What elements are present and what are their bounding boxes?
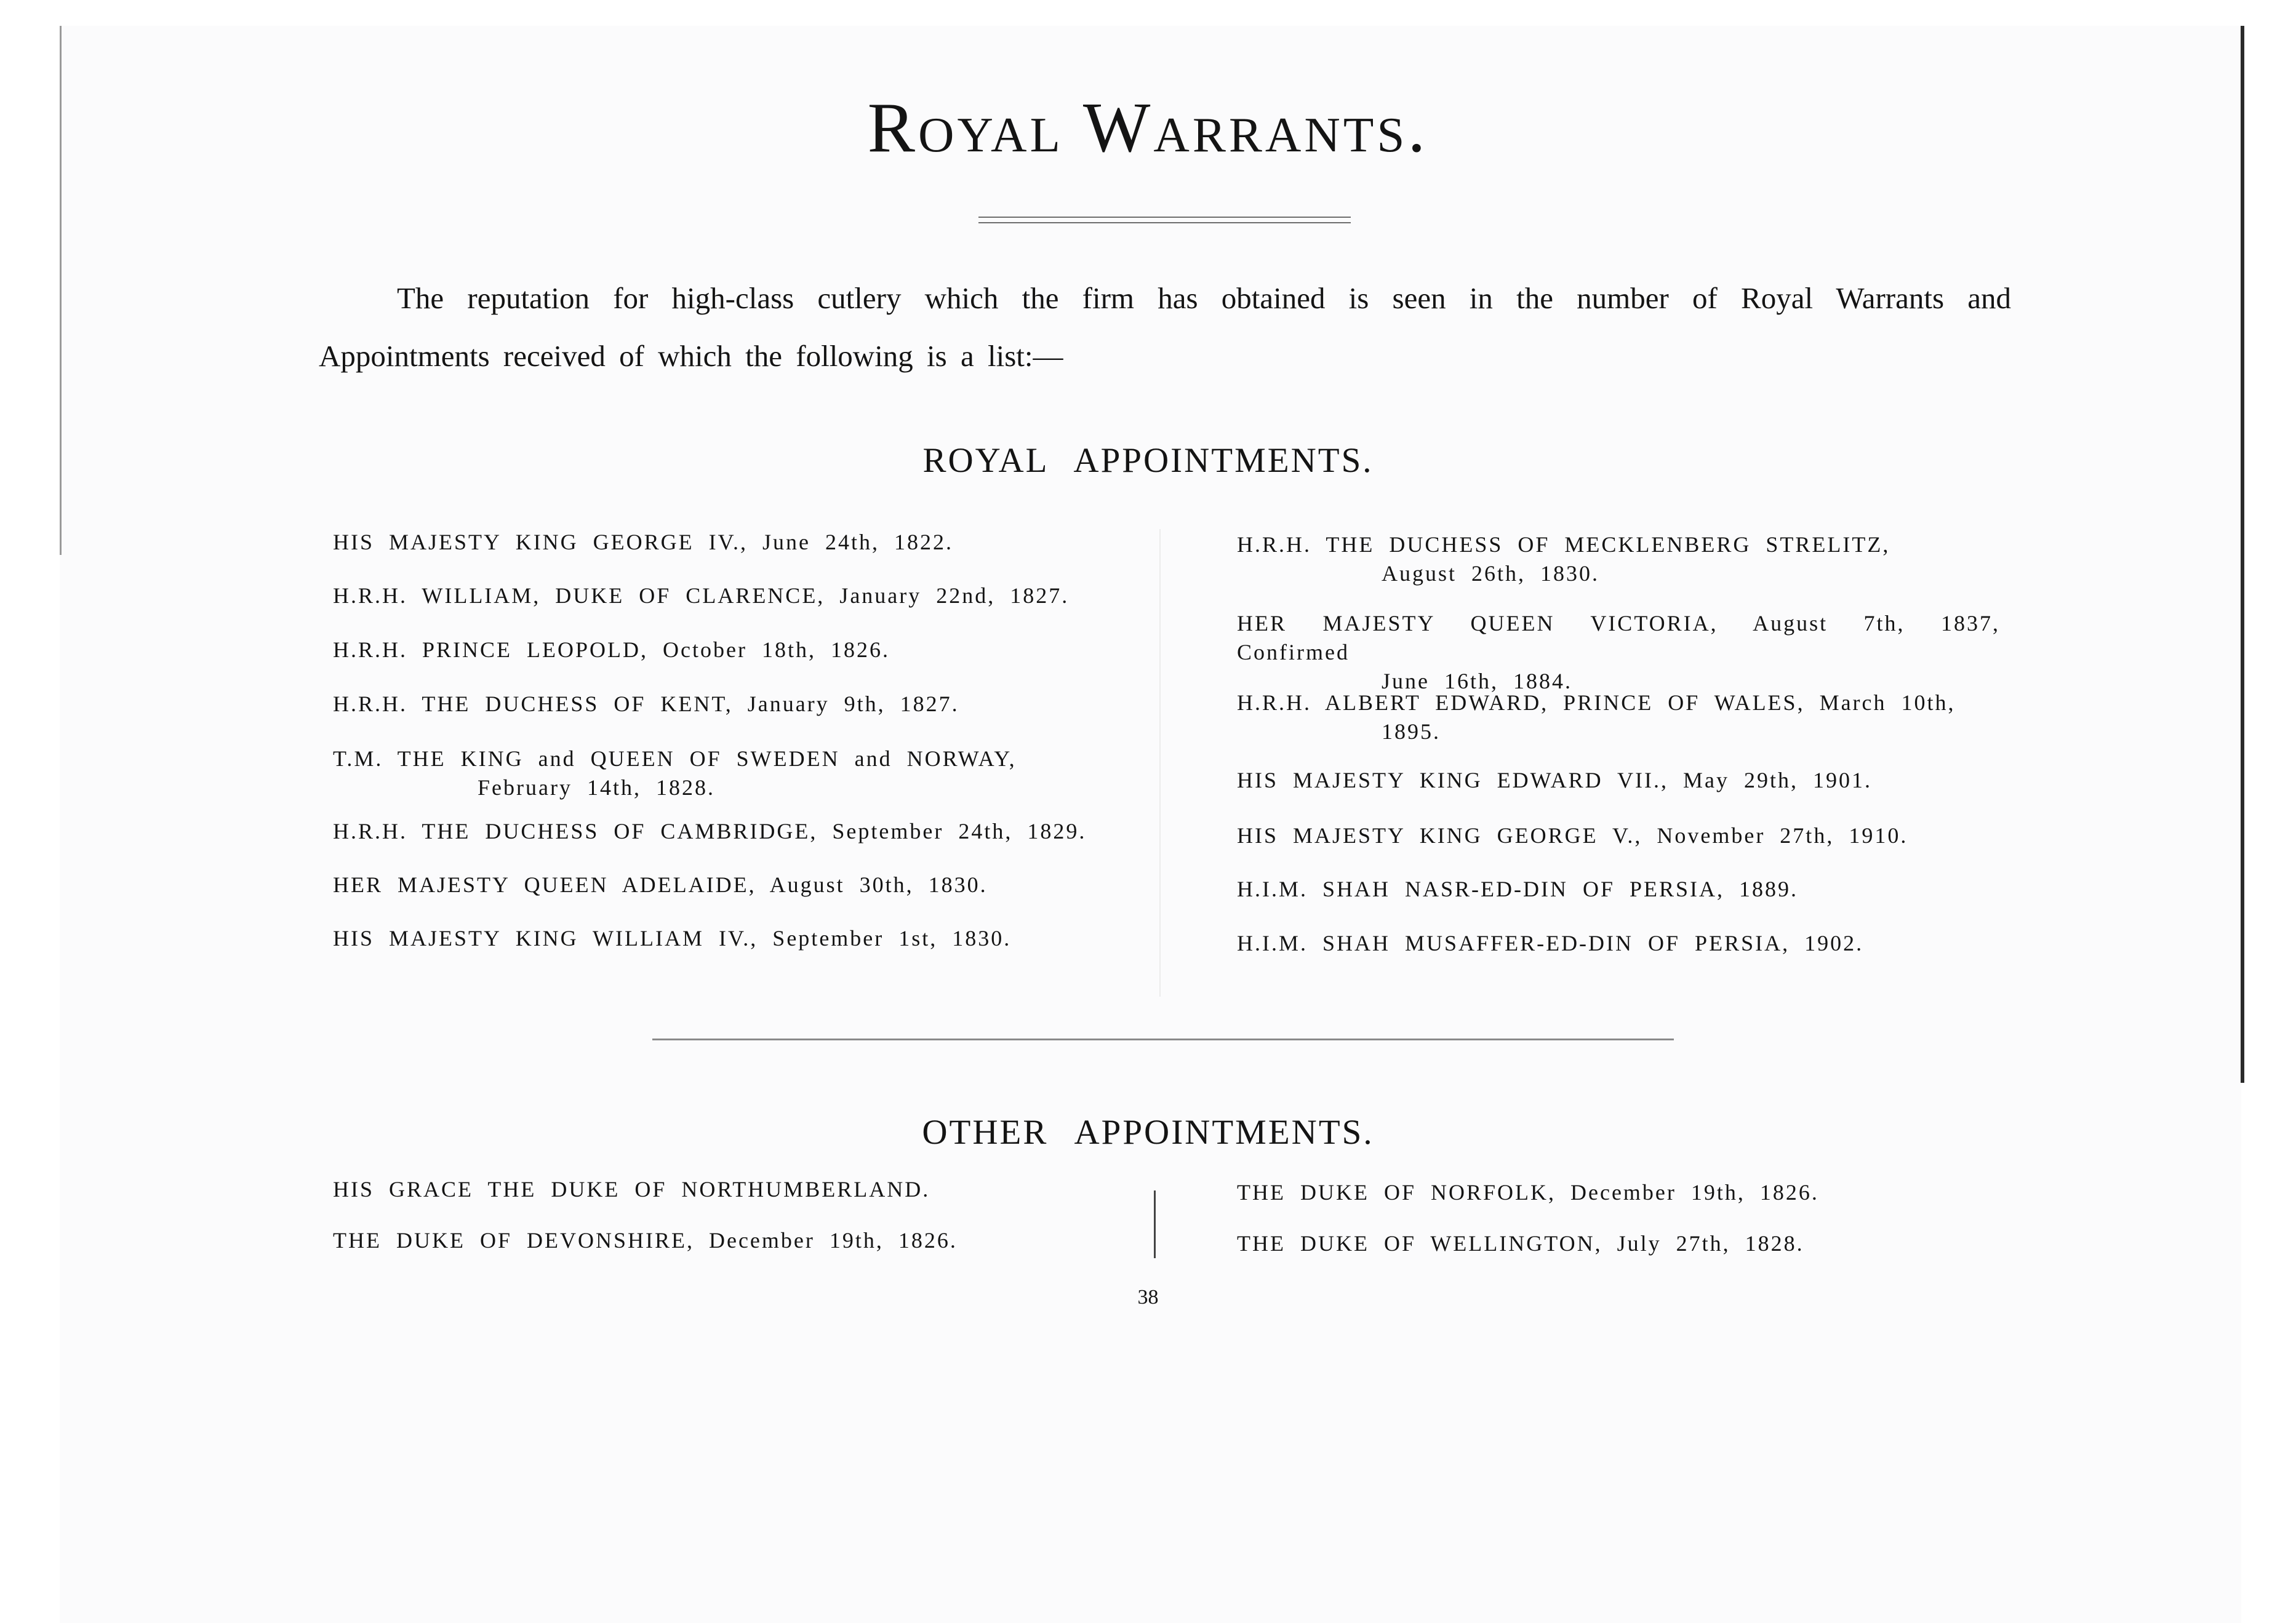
appointment-entry [1237, 821, 1908, 850]
appointment-text: HIS MAJESTY KING GEORGE IV., June 24th, 1822. [333, 530, 953, 554]
appointment-text: H.R.H. THE DUCHESS OF MECKLENBERG STRELITZ, [1237, 532, 1890, 557]
appointment-continuation: February 14th, 1828. [478, 775, 715, 800]
appointment-entry [1237, 530, 2000, 588]
page-title: Royal Warrants. [867, 89, 1429, 167]
appointment-entry [1237, 609, 2000, 696]
appointment-text: THE DUKE OF NORFOLK, December 19th, 1826. [1237, 1180, 1819, 1205]
appointment-entry [333, 1226, 958, 1255]
appointment-text: HER MAJESTY QUEEN ADELAIDE, August 30th, 1830. [333, 872, 988, 897]
appointment-entry [333, 924, 1011, 953]
appointment-entry [333, 636, 890, 664]
appointment-text: H.R.H. ALBERT EDWARD, PRINCE OF WALES, March 10th, [1237, 690, 1956, 715]
title-divider [978, 217, 1351, 223]
appointment-text: H.I.M. SHAH NASR-ED-DIN OF PERSIA, 1889. [1237, 877, 1799, 901]
appointment-entry [1237, 1229, 1804, 1258]
appointment-text: H.R.H. WILLIAM, DUKE OF CLARENCE, January 22nd, 1827. [333, 583, 1070, 608]
appointment-entry [1237, 688, 2000, 746]
appointment-entry [333, 690, 959, 719]
other-appointments-heading: OTHER APPOINTMENTS. [922, 1113, 1374, 1152]
page-edge-right [2241, 26, 2244, 1083]
other-column-divider [1154, 1190, 1156, 1258]
appointment-text: H.R.H. THE DUCHESS OF CAMBRIDGE, September 24th, 1829. [333, 819, 1087, 843]
appointment-text: THE DUKE OF WELLINGTON, July 27th, 1828. [1237, 1231, 1804, 1256]
appointment-entry [1237, 766, 1872, 795]
appointment-entry [333, 1175, 930, 1204]
appointment-text: H.R.H. PRINCE LEOPOLD, October 18th, 1826. [333, 637, 890, 662]
appointment-entry [333, 744, 1090, 802]
column-divider [1159, 529, 1161, 997]
intro-paragraph: The reputation for high-class cutlery which the firm has obtained is seen in the number of Royal Warrants and Appointments received of which the following is a list:— [319, 281, 2011, 373]
appointment-entry [333, 871, 988, 899]
appointment-text: HIS MAJESTY KING GEORGE V., November 27th, 1910. [1237, 823, 1908, 848]
appointment-continuation: June 16th, 1884. [1382, 669, 1572, 693]
royal-appointments-heading: ROYAL APPOINTMENTS. [922, 441, 1374, 480]
appointment-entry [1237, 929, 1863, 958]
appointment-entry [1237, 1178, 1819, 1207]
page-number: 38 [1137, 1286, 1159, 1309]
appointment-continuation: 1895. [1382, 719, 1441, 744]
appointment-text: H.I.M. SHAH MUSAFFER-ED-DIN OF PERSIA, 1902. [1237, 931, 1864, 955]
appointment-entry [333, 528, 953, 557]
appointment-entry [333, 581, 1069, 610]
section-divider [652, 1039, 1674, 1040]
appointment-entry [1237, 875, 1798, 904]
appointment-text: T.M. THE KING and QUEEN OF SWEDEN and NORWAY, [333, 746, 1017, 771]
appointment-text: HIS MAJESTY KING EDWARD VII., May 29th, 1901. [1237, 768, 1872, 792]
appointment-text: HIS GRACE THE DUKE OF NORTHUMBERLAND. [333, 1177, 930, 1202]
appointment-continuation: August 26th, 1830. [1382, 561, 1600, 586]
appointment-text: HER MAJESTY QUEEN VICTORIA, August 7th, 1837, Confirmed [1237, 611, 2000, 664]
appointment-text: HIS MAJESTY KING WILLIAM IV., September 1st, 1830. [333, 926, 1012, 951]
appointment-entry [333, 817, 1086, 846]
appointment-text: H.R.H. THE DUCHESS OF KENT, January 9th, 1827. [333, 692, 959, 716]
appointment-text: THE DUKE OF DEVONSHIRE, December 19th, 1826. [333, 1228, 958, 1253]
